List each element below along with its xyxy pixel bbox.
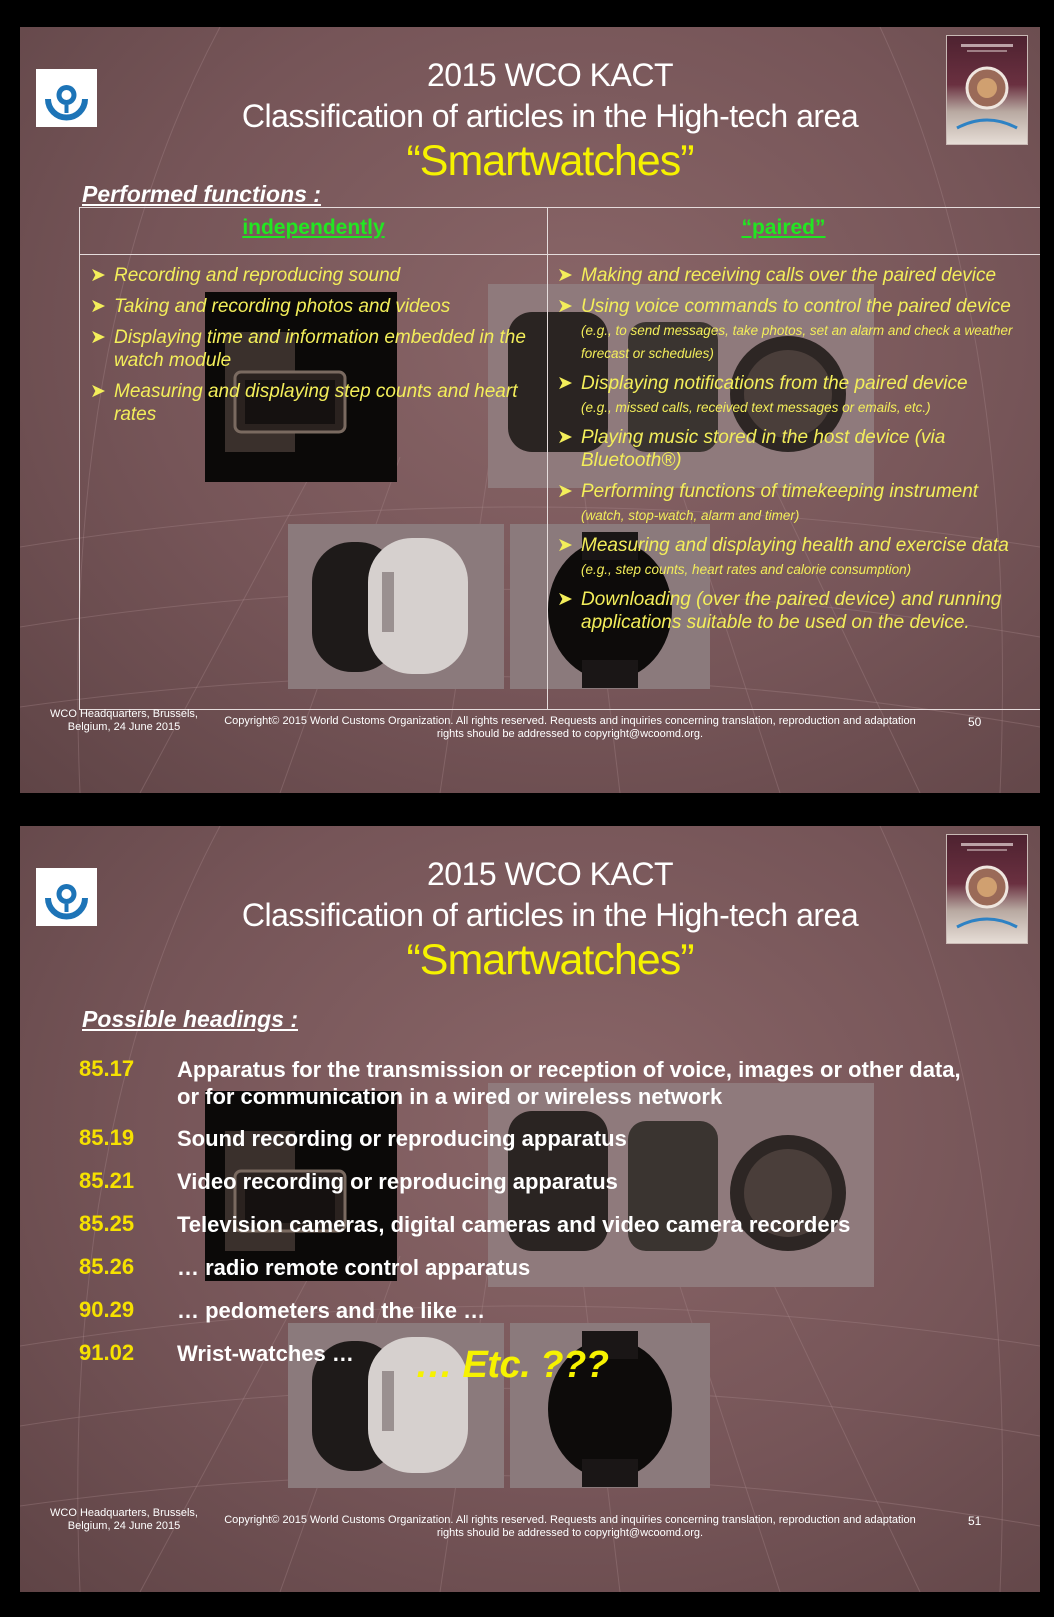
- heading-row: [79, 1254, 979, 1297]
- arrowhead-bullet-icon: ➤: [557, 427, 573, 448]
- page-number: 51: [968, 1514, 982, 1528]
- heading-description: … pedometers and the like …: [177, 1298, 486, 1323]
- heading-code: 90.29: [79, 1297, 135, 1322]
- arrowhead-bullet-icon: ➤: [557, 265, 573, 286]
- list-item: ➤ Downloading (over the paired device) and running applications suitable to be used on the device.: [557, 589, 1002, 633]
- heading-code: 85.25: [79, 1211, 135, 1236]
- arrowhead-bullet-icon: ➤: [90, 296, 106, 317]
- heading-code: 85.19: [79, 1125, 135, 1150]
- section-heading-performed-functions: Performed functions :: [82, 181, 321, 207]
- arrowhead-bullet-icon: ➤: [557, 296, 573, 317]
- list-item: ➤ Measuring and displaying step counts and heart rates: [90, 381, 518, 425]
- kact-book-cover: [946, 35, 1028, 145]
- footer-location: WCO Headquarters, Brussels, Belgium, 24 June 2015: [50, 1507, 198, 1532]
- heading-description: Apparatus for the transmission or reception of voice, images or other data, or for communication in a wired or wireless network: [177, 1057, 961, 1109]
- kact-book-cover-icon: [947, 36, 1027, 144]
- kact-book-cover-icon: [947, 835, 1027, 943]
- heading-code: 85.17: [79, 1056, 135, 1081]
- list-item: ➤ Taking and recording photos and videos: [90, 296, 451, 317]
- item-note: (e.g., missed calls, received text messages or emails, etc.): [581, 400, 931, 415]
- list-item: ➤ Displaying notifications from the paired device (e.g., missed calls, received text messages or emails, etc.): [557, 373, 968, 415]
- heading-row: [79, 1297, 979, 1340]
- arrowhead-bullet-icon: ➤: [90, 265, 106, 286]
- arrowhead-bullet-icon: ➤: [557, 535, 573, 556]
- title-line-2: Classification of articles in the High-tech area: [241, 897, 859, 933]
- paired-list: [555, 264, 1015, 642]
- title-smartwatches: “Smartwatches”: [406, 936, 694, 984]
- slide-50: [20, 27, 1040, 793]
- table-column-divider: [547, 208, 548, 709]
- heading-row: [79, 1125, 979, 1168]
- title-smartwatches: “Smartwatches”: [406, 137, 694, 185]
- heading-description: … radio remote control apparatus: [177, 1255, 531, 1280]
- slide-title: [160, 55, 940, 186]
- heading-description: Wrist-watches …: [177, 1341, 354, 1366]
- list-item: ➤ Measuring and displaying health and exercise data (e.g., step counts, heart rates and calorie consumption): [557, 535, 1009, 577]
- column-header-independently: independently: [242, 216, 385, 239]
- footer-copyright: Copyright© 2015 World Customs Organization. All rights reserved. Requests and inquiries concerning translation, reproduction and adaptation rights should be addressed to copyright@wcoomd.org.: [224, 715, 916, 740]
- wco-logo: [36, 69, 97, 127]
- heading-description: Sound recording or reproducing apparatus: [177, 1126, 627, 1151]
- functions-table: [79, 207, 1040, 710]
- arrowhead-bullet-icon: ➤: [557, 481, 573, 502]
- heading-row: [79, 1211, 979, 1254]
- table-header-divider: [80, 254, 1040, 255]
- heading-code: 91.02: [79, 1340, 135, 1365]
- heading-code: 85.26: [79, 1254, 135, 1279]
- arrowhead-bullet-icon: ➤: [90, 381, 106, 402]
- item-note: (watch, stop-watch, alarm and timer): [581, 508, 800, 523]
- arrowhead-bullet-icon: ➤: [557, 589, 573, 610]
- independently-list: [88, 264, 528, 434]
- list-item: ➤ Playing music stored in the host device (via Bluetooth®): [557, 427, 946, 471]
- heading-row: [79, 1168, 979, 1211]
- item-note: (e.g., step counts, heart rates and calorie consumption): [581, 562, 912, 577]
- section-heading-possible-headings: Possible headings :: [82, 1006, 298, 1032]
- heading-row: [79, 1056, 979, 1125]
- page-number: 50: [968, 715, 982, 729]
- list-item: ➤ Making and receiving calls over the paired device: [557, 265, 997, 286]
- item-note: (e.g., to send messages, take photos, set an alarm and check a weather forecast or schedules): [581, 323, 1013, 361]
- column-header-paired: “paired”: [741, 216, 826, 239]
- list-item: ➤ Performing functions of timekeeping instrument (watch, stop-watch, alarm and timer): [557, 481, 979, 523]
- arrowhead-bullet-icon: ➤: [90, 327, 106, 348]
- list-item: ➤ Recording and reproducing sound: [90, 265, 401, 286]
- slide-title: [160, 854, 940, 985]
- wco-logo: [36, 868, 97, 926]
- wco-logo-icon: [36, 868, 97, 926]
- title-line-1: 2015 WCO KACT: [426, 856, 673, 892]
- list-item: ➤ Using voice commands to control the paired device (e.g., to send messages, take photos, set an alarm and check a weather forecast or schedules): [557, 296, 1013, 361]
- etc-caption: … Etc. ???: [415, 1344, 609, 1386]
- wco-logo-icon: [36, 69, 97, 127]
- slide-51: [20, 826, 1040, 1592]
- title-line-1: 2015 WCO KACT: [426, 57, 673, 93]
- kact-book-cover: [946, 834, 1028, 944]
- list-item: ➤ Displaying time and information embedded in the watch module: [90, 327, 526, 371]
- footer-copyright: Copyright© 2015 World Customs Organization. All rights reserved. Requests and inquiries concerning translation, reproduction and adaptation rights should be addressed to copyright@wcoomd.org.: [224, 1514, 916, 1539]
- heading-description: Video recording or reproducing apparatus: [177, 1169, 618, 1194]
- title-line-2: Classification of articles in the High-tech area: [241, 98, 859, 134]
- arrowhead-bullet-icon: ➤: [557, 373, 573, 394]
- footer-location: WCO Headquarters, Brussels, Belgium, 24 June 2015: [50, 708, 198, 733]
- possible-headings-list: [79, 1056, 979, 1383]
- heading-code: 85.21: [79, 1168, 135, 1193]
- heading-description: Television cameras, digital cameras and video camera recorders: [177, 1212, 851, 1237]
